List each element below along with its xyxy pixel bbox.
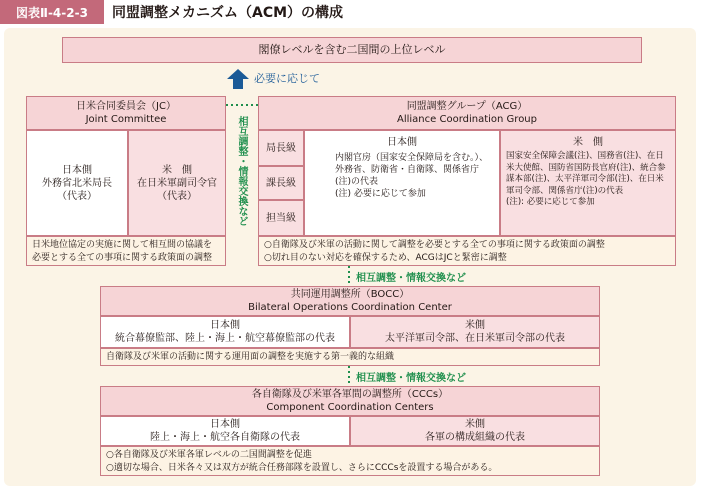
- bocc-title-ja: 共同運用調整所（BOCC）: [290, 289, 410, 300]
- link-label-1: 相互調整・情報交換など: [356, 273, 466, 284]
- cccs-title-ja: 各自衛隊及び米軍各軍間の調整所（CCCs）: [251, 389, 449, 400]
- acg-title-ja: 同盟調整グループ（ACG）: [406, 101, 528, 112]
- bocc-japan-side: 日本側 統合幕僚監部、陸上・海上・航空幕僚監部の代表: [100, 316, 350, 348]
- acg-notes: [258, 236, 676, 266]
- jc-acg-connector: [226, 100, 258, 110]
- acg-japan-header: 日本側: [387, 137, 417, 148]
- jc-header: [26, 96, 226, 130]
- acg-note-2: ○切れ目のない対応を確保するため、ACGはJCと緊密に調整: [264, 253, 507, 263]
- jc-us-side: 米 側 在日米軍副司令官 （代表）: [128, 130, 226, 236]
- arrow-label: 必要に応じて: [254, 72, 320, 85]
- acg-us-body: 国家安全保障会議(注)、国務省(注)、在日米大使館、国防省国防長官府(注)、統合参謀本部(注)、太平洋軍司令部(注)、在日米軍司令部、関係省庁(注)の代表 (注): 必要に応じて参加: [506, 151, 666, 207]
- up-arrow-icon: [226, 68, 250, 90]
- link-label-2: 相互調整・情報交換など: [356, 373, 466, 384]
- jc-japan-side: 日本側 外務省北米局長 （代表）: [26, 130, 128, 236]
- jc-title-en: Joint Committee: [85, 114, 167, 125]
- bocc-title-en: Bilateral Operations Coordination Center: [248, 302, 452, 313]
- acg-level-director: 課長級: [258, 166, 304, 200]
- acg-title-en: Alliance Coordination Group: [397, 114, 537, 125]
- acg-level-action-officer: 担当級: [258, 200, 304, 236]
- vertical-link-label: 相互調整・情報交換など: [236, 116, 247, 226]
- cccs-us-side: 米側 各軍の構成組織の代表: [350, 416, 600, 446]
- cccs-notes: [100, 446, 600, 476]
- figure-label: 図表Ⅱ-4-2-3: [0, 0, 104, 24]
- jc-note: 日米地位協定の実施に関して相互間の協議を必要とする全ての事項に関する政策面の調整: [26, 236, 226, 266]
- acg-level-director-general: 局長級: [258, 130, 304, 166]
- cccs-note-1: ○各自衛隊及び米軍各軍レベルの二国間調整を促進: [106, 450, 312, 460]
- bocc-us-side: 米側 太平洋軍司令部、在日米軍司令部の代表: [350, 316, 600, 348]
- cccs-header: [100, 386, 600, 416]
- bocc-header: [100, 286, 600, 316]
- figure-title: 同盟調整メカニズム（ACM）の構成: [112, 5, 344, 21]
- cccs-japan-side: 日本側 陸上・海上・航空各自衛隊の代表: [100, 416, 350, 446]
- bocc-note: 自衛隊及び米軍の活動に関する運用面の調整を実施する第一義的な組織: [100, 348, 600, 366]
- cccs-note-2: ○適切な場合、日米各々又は双方が統合任務部隊を設置し、さらにCCCsを設置する場合がある。: [106, 463, 498, 473]
- acg-header: [258, 96, 676, 130]
- acg-japan-body: 内閣官房（国家安全保障局を含む。）、外務省、防衛省・自衛隊、関係省庁(注)の代表 (注) 必要に応じて参加: [335, 153, 489, 199]
- acg-us-side: [500, 130, 676, 236]
- cccs-title-en: Component Coordination Centers: [266, 402, 434, 413]
- acg-bocc-connector: [346, 266, 352, 286]
- acg-us-header: 米 側: [573, 137, 603, 148]
- upper-level-box: 閣僚レベルを含む二国間の上位レベル: [62, 37, 642, 63]
- jc-title-ja: 日米合同委員会（JC）: [76, 101, 176, 112]
- acg-note-1: ○自衛隊及び米軍の活動に関して調整を必要とする全ての事項に関する政策面の調整: [264, 240, 605, 250]
- bocc-cccs-connector: [346, 366, 352, 386]
- acg-japan-side: [304, 130, 500, 236]
